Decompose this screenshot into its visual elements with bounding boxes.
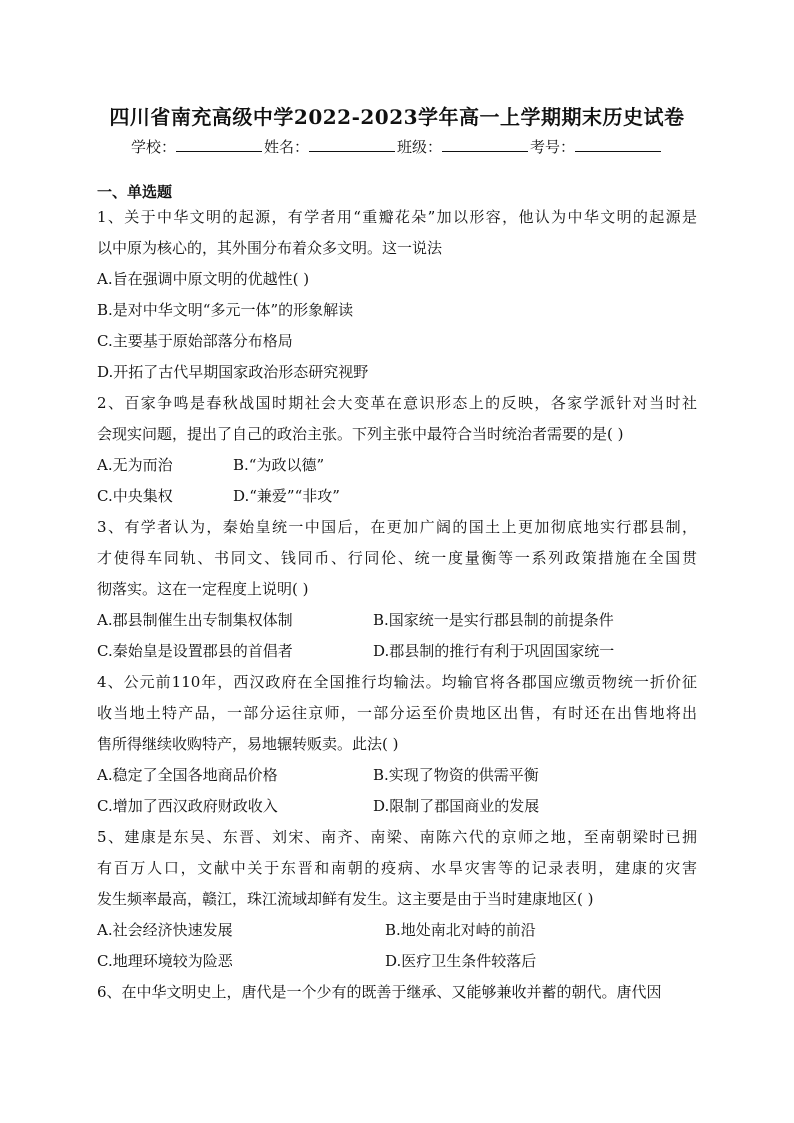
questions-list [97, 202, 697, 1008]
answer-option[interactable]: A.旨在强调中原文明的优越性( ) [97, 270, 310, 288]
question-stem-line: 售所得继续收购特产，易地辗转贩卖。此法( ) [97, 735, 399, 753]
option-row [97, 326, 697, 357]
exam-title: 四川省南充高级中学2022-2023学年高一上学期期末历史试卷 [109, 105, 685, 129]
class-blank [442, 137, 528, 152]
answer-option[interactable]: C.秦始皇是设置郡县的首倡者 [97, 642, 293, 660]
section-title: 一、单选题 [97, 183, 173, 201]
class-label: 班级： [397, 138, 443, 156]
name-field [264, 136, 397, 157]
option-row [97, 450, 697, 481]
answer-option[interactable]: C.增加了西汉政府财政收入 [97, 797, 278, 815]
answer-option[interactable]: D.限制了郡国商业的发展 [373, 797, 540, 815]
option-row [97, 760, 697, 791]
answer-option[interactable]: D.开拓了古代早期国家政治形态研究视野 [97, 363, 369, 381]
question-stem-line: 3、有学者认为，秦始皇统一中国后，在更加广阔的国土上更加彻底地实行郡县制， [97, 518, 697, 536]
answer-option[interactable]: B.实现了物资的供需平衡 [373, 766, 539, 784]
question [97, 512, 697, 667]
question [97, 667, 697, 822]
answer-option[interactable]: C.地理环境较为险恶 [97, 952, 233, 970]
question-stem-line: 4、公元前110年，西汉政府在全国推行均输法。均输官将各郡国应缴贡物统一折价征 [97, 673, 697, 691]
exam-number-blank [575, 137, 661, 152]
school-blank [176, 137, 262, 152]
student-info-line [0, 136, 794, 157]
answer-option[interactable]: A.稳定了全国各地商品价格 [97, 766, 278, 784]
question-stem-line: 会现实问题，提出了自己的政治主张。下列主张中最符合当时统治者需要的是( ) [97, 425, 624, 443]
question-stem-line: 有百万人口，文献中关于东晋和南朝的疫病、水旱灾害等的记录表明，建康的灾害 [97, 859, 697, 877]
question [97, 388, 697, 512]
answer-option[interactable]: C.主要基于原始部落分布格局 [97, 332, 293, 350]
answer-option[interactable]: C.中央集权 [97, 487, 173, 505]
option-row [97, 791, 697, 822]
question-stem-line: 发生频率最高，赣江，珠江流域却鲜有发生。这主要是由于当时建康地区( ) [97, 890, 594, 908]
option-row [97, 605, 697, 636]
question-stem-line: 2、百家争鸣是春秋战国时期社会大变革在意识形态上的反映，各家学派针对当时社 [97, 394, 697, 412]
answer-option[interactable]: A.社会经济快速发展 [97, 921, 233, 939]
answer-option[interactable]: B.是对中华文明“多元一体”的形象解读 [97, 301, 354, 319]
option-row [97, 636, 697, 667]
class-field [397, 136, 530, 157]
name-blank [309, 137, 395, 152]
answer-option[interactable]: D.“兼爱”“非攻” [233, 487, 340, 505]
answer-option[interactable]: A.无为而治 [97, 456, 173, 474]
answer-option[interactable]: B.“为政以德” [233, 456, 325, 474]
question [97, 977, 697, 1008]
option-row [97, 264, 697, 295]
question-stem-line: 收当地土特产品，一部分运往京师，一部分运至价贵地区出售，有时还在出售地将出 [97, 704, 697, 722]
answer-option[interactable]: A.郡县制催生出专制集权体制 [97, 611, 293, 629]
option-row [97, 357, 697, 388]
exam-number-label: 考号： [530, 138, 576, 156]
answer-option[interactable]: B.国家统一是实行郡县制的前提条件 [373, 611, 614, 629]
school-field [131, 136, 264, 157]
school-label: 学校： [130, 138, 176, 156]
question [97, 202, 697, 388]
question-stem-line: 6、在中华文明史上，唐代是一个少有的既善于继承、又能够兼收并蓄的朝代。唐代因 [97, 983, 662, 1001]
option-row [97, 946, 697, 977]
question-stem-line: 彻落实。这在一定程度上说明( ) [97, 580, 309, 598]
option-row [97, 481, 697, 512]
exam-number-field [530, 136, 663, 157]
question-stem-line: 5、建康是东吴、东晋、刘宋、南齐、南梁、南陈六代的京师之地，至南朝梁时已拥 [97, 828, 697, 846]
option-row [97, 915, 697, 946]
answer-option[interactable]: D.医疗卫生条件较落后 [385, 952, 537, 970]
question-stem-line: 才使得车同轨、书同文、钱同币、行同伦、统一度量衡等一系列政策措施在全国贯 [97, 549, 697, 567]
question [97, 822, 697, 977]
answer-option[interactable]: D.郡县制的推行有利于巩固国家统一 [373, 642, 615, 660]
question-stem-line: 以中原为核心的，其外围分布着众多文明。这一说法 [97, 239, 443, 257]
option-row [97, 295, 697, 326]
question-stem-line: 1、关于中华文明的起源，有学者用“重瓣花朵”加以形容，他认为中华文明的起源是 [97, 208, 697, 226]
name-label: 姓名： [263, 138, 309, 156]
answer-option[interactable]: B.地处南北对峙的前沿 [385, 921, 536, 939]
